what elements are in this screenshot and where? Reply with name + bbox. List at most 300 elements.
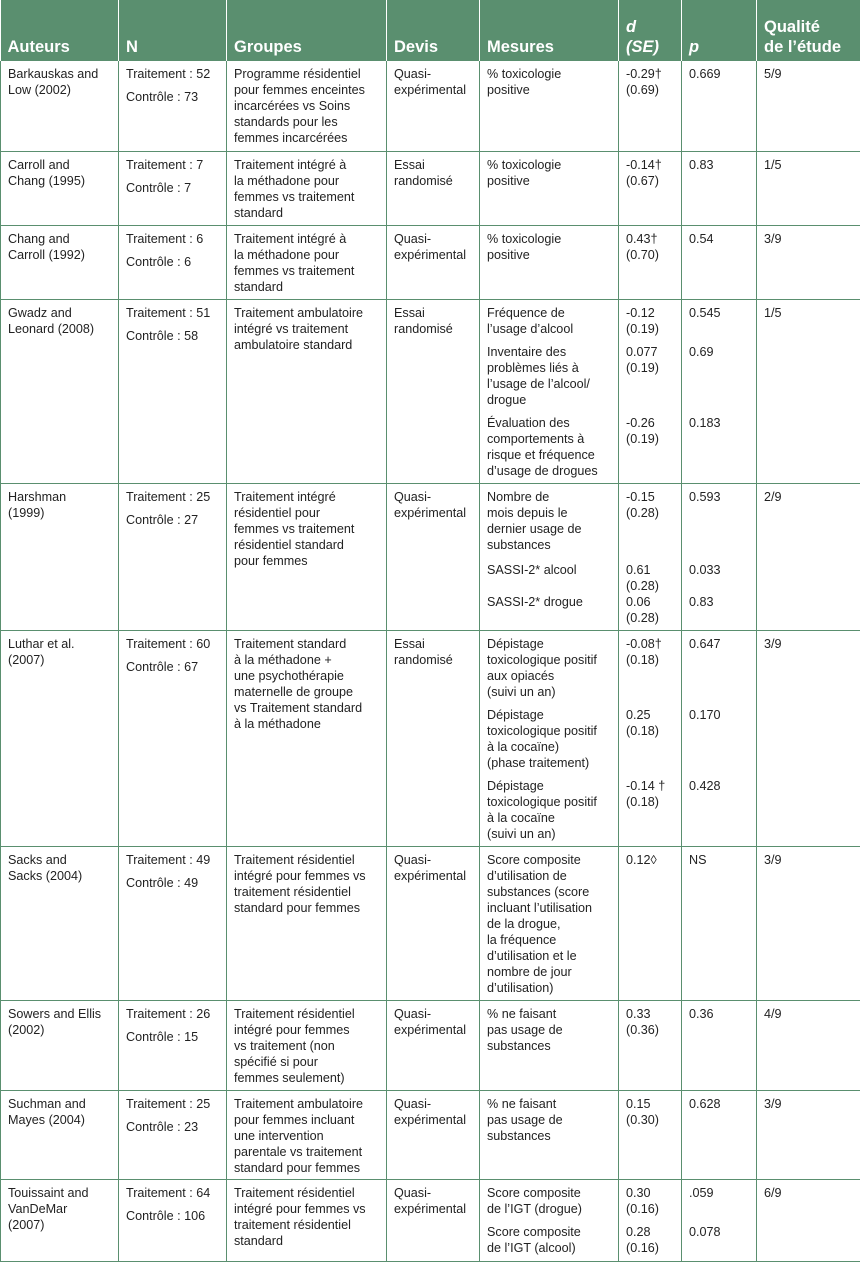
p-value-text: 0.628 — [689, 1096, 750, 1112]
cell-qualite — [757, 1090, 860, 1179]
group-line: la méthadone pour — [234, 247, 380, 263]
cell-auteurs — [1, 1000, 119, 1090]
table-row — [1, 1179, 860, 1261]
table-row — [1, 630, 860, 846]
effect-size — [626, 778, 675, 842]
effect-size-line: (0.19) — [626, 431, 675, 447]
quality-score: 3/9 — [764, 853, 782, 867]
p-value-text: NS — [689, 852, 750, 868]
sample-size-line: Traitement : 7 — [126, 157, 220, 173]
effect-size-line: 0.43† — [626, 231, 675, 247]
measure-line: % toxicologie — [487, 157, 612, 173]
cell-devis — [387, 299, 480, 483]
sample-size-line: Contrôle : 6 — [126, 254, 220, 270]
group-line: Traitement intégré à — [234, 157, 380, 173]
cell-auteurs — [1, 483, 119, 630]
group-line: standard — [234, 279, 380, 295]
group-line: Traitement résidentiel — [234, 1185, 380, 1201]
sample-size-line: Traitement : 6 — [126, 231, 220, 247]
p-value-text: 0.36 — [689, 1006, 750, 1022]
cell-d-se — [619, 483, 682, 630]
measure — [487, 636, 612, 700]
effect-size-line: (0.67) — [626, 173, 675, 189]
author-line: Barkauskas and — [8, 66, 112, 82]
effect-size — [626, 594, 675, 626]
author-line: Sacks (2004) — [8, 868, 112, 884]
cell-qualite — [757, 1179, 860, 1261]
cell-p — [682, 151, 757, 225]
design-line: Essai — [394, 305, 473, 321]
measure-line: SASSI-2* drogue — [487, 594, 612, 610]
cell-groupes — [227, 1000, 387, 1090]
cell-qualite — [757, 630, 860, 846]
measure-line: incluant l’utilisation — [487, 900, 612, 916]
effect-size — [626, 707, 675, 771]
measure — [487, 1006, 612, 1054]
p-value-text: .059 — [689, 1185, 750, 1201]
cell-p — [682, 846, 757, 1000]
group-line: standard — [234, 1233, 380, 1249]
cell-qualite — [757, 299, 860, 483]
measure-line: d’utilisation et le — [487, 948, 612, 964]
effect-size-line: 0.61 — [626, 562, 675, 578]
group-line: à la méthadone + — [234, 652, 380, 668]
cell-groupes — [227, 225, 387, 299]
group-line: pour femmes enceintes — [234, 82, 380, 98]
effect-size — [626, 1096, 675, 1144]
measure — [487, 66, 612, 98]
cell-n — [119, 1179, 227, 1261]
table-body — [1, 61, 860, 1261]
measure-line: % ne faisant — [487, 1006, 612, 1022]
p-value-text: 0.183 — [689, 415, 750, 431]
group-line: pour femmes — [234, 553, 380, 569]
measure — [487, 489, 612, 553]
measure-line: substances — [487, 1128, 612, 1144]
measure-line: drogue — [487, 392, 612, 408]
cell-d-se — [619, 1179, 682, 1261]
cell-auteurs — [1, 846, 119, 1000]
design-line: Quasi- — [394, 489, 473, 505]
p-value — [689, 344, 750, 408]
author-line: (1999) — [8, 505, 112, 521]
measure-line: d’usage de drogues — [487, 463, 612, 479]
author-line: Harshman — [8, 489, 112, 505]
sample-size-line: Traitement : 64 — [126, 1185, 220, 1201]
sample-size-line: Traitement : 25 — [126, 489, 220, 505]
measure-line: Score composite — [487, 852, 612, 868]
effect-size-line: -0.29† — [626, 66, 675, 82]
cell-auteurs — [1, 225, 119, 299]
p-value-text: 0.170 — [689, 707, 750, 723]
author-line: Low (2002) — [8, 82, 112, 98]
effect-size-line: 0.28 — [626, 1224, 675, 1240]
measure — [487, 1096, 612, 1144]
effect-size-line: -0.12 — [626, 305, 675, 321]
effect-size — [626, 636, 675, 700]
cell-n — [119, 846, 227, 1000]
cell-n — [119, 151, 227, 225]
cell-devis — [387, 151, 480, 225]
measure-line: Inventaire des — [487, 344, 612, 360]
measure-line: risque et fréquence — [487, 447, 612, 463]
group-line: Programme résidentiel — [234, 66, 380, 82]
measure-line: positive — [487, 82, 612, 98]
effect-size-line: (0.69) — [626, 82, 675, 98]
measure-line: de l’IGT (drogue) — [487, 1201, 612, 1217]
p-value-text: 0.078 — [689, 1224, 750, 1240]
author-line: (2007) — [8, 1217, 112, 1233]
group-line: spécifié si pour — [234, 1054, 380, 1070]
cell-devis — [387, 1179, 480, 1261]
measure-line: de l’IGT (alcool) — [487, 1240, 612, 1256]
group-line: femmes seulement) — [234, 1070, 380, 1086]
p-value — [689, 66, 750, 98]
cell-devis — [387, 630, 480, 846]
design-line: randomisé — [394, 652, 473, 668]
p-value — [689, 1185, 750, 1217]
cell-mesures — [480, 1000, 619, 1090]
author-line: Carroll (1992) — [8, 247, 112, 263]
sample-size-line: Traitement : 49 — [126, 852, 220, 868]
cell-mesures — [480, 1179, 619, 1261]
effect-size-line: (0.18) — [626, 794, 675, 810]
sample-size-line: Contrôle : 73 — [126, 89, 220, 105]
p-value-text: 0.593 — [689, 489, 750, 505]
effect-size-line: -0.08† — [626, 636, 675, 652]
measure-line: à la cocaïne) — [487, 739, 612, 755]
p-value-text: 0.428 — [689, 778, 750, 794]
p-value — [689, 489, 750, 553]
sample-size-line: Contrôle : 49 — [126, 875, 220, 891]
p-value — [689, 562, 750, 594]
group-line: traitement résidentiel — [234, 1217, 380, 1233]
sample-size-line: Contrôle : 23 — [126, 1119, 220, 1135]
design-line: randomisé — [394, 321, 473, 337]
author-line: Suchman and — [8, 1096, 112, 1112]
measure — [487, 594, 612, 626]
p-value-text: 0.83 — [689, 594, 750, 610]
sample-size-line: Contrôle : 27 — [126, 512, 220, 528]
measure-line: substances — [487, 537, 612, 553]
cell-groupes — [227, 151, 387, 225]
sample-size-line: Traitement : 25 — [126, 1096, 220, 1112]
cell-auteurs — [1, 299, 119, 483]
cell-auteurs — [1, 151, 119, 225]
measure-line: mois depuis le — [487, 505, 612, 521]
design-line: Quasi- — [394, 1006, 473, 1022]
effect-size-line: -0.26 — [626, 415, 675, 431]
group-line: intégré pour femmes vs — [234, 1201, 380, 1217]
table-row — [1, 151, 860, 225]
quality-score: 5/9 — [764, 67, 782, 81]
header-n: N — [119, 0, 227, 61]
quality-score: 3/9 — [764, 1097, 782, 1111]
measure-line: (phase traitement) — [487, 755, 612, 771]
measure-line: % ne faisant — [487, 1096, 612, 1112]
measure-line: SASSI-2* alcool — [487, 562, 612, 578]
p-value — [689, 594, 750, 626]
author-line: Mayes (2004) — [8, 1112, 112, 1128]
sample-size-line: Contrôle : 7 — [126, 180, 220, 196]
group-line: intégré pour femmes vs — [234, 868, 380, 884]
measure-line: pas usage de — [487, 1022, 612, 1038]
measure — [487, 562, 612, 594]
group-line: Traitement ambulatoire — [234, 1096, 380, 1112]
measure-line: pas usage de — [487, 1112, 612, 1128]
quality-score: 3/9 — [764, 232, 782, 246]
cell-mesures — [480, 299, 619, 483]
measure-line: substances — [487, 1038, 612, 1054]
header-auteurs: Auteurs — [1, 0, 119, 61]
design-line: Essai — [394, 157, 473, 173]
measure — [487, 157, 612, 189]
p-value-text: 0.83 — [689, 157, 750, 173]
group-line: résidentiel standard — [234, 537, 380, 553]
p-value-text: 0.54 — [689, 231, 750, 247]
measure-line: toxicologique positif — [487, 794, 612, 810]
measure-line: nombre de jour — [487, 964, 612, 980]
measure-line: % toxicologie — [487, 231, 612, 247]
cell-mesures — [480, 630, 619, 846]
group-line: la méthadone pour — [234, 173, 380, 189]
sample-size-line: Contrôle : 67 — [126, 659, 220, 675]
measure-line: dernier usage de — [487, 521, 612, 537]
measure-line: positive — [487, 173, 612, 189]
effect-size-line: 0.25 — [626, 707, 675, 723]
cell-d-se — [619, 1090, 682, 1179]
cell-mesures — [480, 483, 619, 630]
group-line: Traitement résidentiel — [234, 852, 380, 868]
cell-d-se — [619, 630, 682, 846]
cell-devis — [387, 225, 480, 299]
effect-size-line: 0.06 — [626, 594, 675, 610]
author-line: (2002) — [8, 1022, 112, 1038]
quality-score: 1/5 — [764, 306, 782, 320]
cell-groupes — [227, 1090, 387, 1179]
effect-size-line: -0.14† — [626, 157, 675, 173]
cell-auteurs — [1, 1090, 119, 1179]
cell-devis — [387, 1000, 480, 1090]
design-line: Essai — [394, 636, 473, 652]
effect-size-line: (0.28) — [626, 578, 675, 594]
group-line: à la méthadone — [234, 716, 380, 732]
effect-size-line: (0.70) — [626, 247, 675, 263]
measure — [487, 415, 612, 479]
sample-size-line: Contrôle : 58 — [126, 328, 220, 344]
measure-line: la fréquence — [487, 932, 612, 948]
effect-size — [626, 66, 675, 98]
cell-n — [119, 225, 227, 299]
author-line: Carroll and — [8, 157, 112, 173]
effect-size-line: 0.30 — [626, 1185, 675, 1201]
author-line: Touissaint and — [8, 1185, 112, 1201]
effect-size-line: (0.19) — [626, 321, 675, 337]
effect-size-line: (0.16) — [626, 1201, 675, 1217]
p-value — [689, 707, 750, 771]
measure — [487, 778, 612, 842]
measure-line: Évaluation des — [487, 415, 612, 431]
group-line: standard pour femmes — [234, 900, 380, 916]
measure-line: Score composite — [487, 1224, 612, 1240]
group-line: Traitement standard — [234, 636, 380, 652]
cell-mesures — [480, 846, 619, 1000]
table-row — [1, 61, 860, 151]
p-value — [689, 1224, 750, 1256]
table-row — [1, 1090, 860, 1179]
p-value — [689, 778, 750, 842]
measure-line: toxicologique positif — [487, 652, 612, 668]
p-value — [689, 157, 750, 189]
group-line: vs traitement (non — [234, 1038, 380, 1054]
cell-d-se — [619, 151, 682, 225]
measure-line: (suivi un an) — [487, 684, 612, 700]
effect-size-line: (0.18) — [626, 652, 675, 668]
measure-line: substances (score — [487, 884, 612, 900]
quality-score: 3/9 — [764, 637, 782, 651]
quality-score: 6/9 — [764, 1186, 782, 1200]
cell-groupes — [227, 299, 387, 483]
effect-size-line: (0.16) — [626, 1240, 675, 1256]
effect-size — [626, 1224, 675, 1256]
sample-size-line: Contrôle : 15 — [126, 1029, 220, 1045]
group-line: parentale vs traitement — [234, 1144, 380, 1160]
cell-d-se — [619, 846, 682, 1000]
p-value-text: 0.033 — [689, 562, 750, 578]
author-line: VanDeMar — [8, 1201, 112, 1217]
effect-size — [626, 1185, 675, 1217]
table-row — [1, 225, 860, 299]
cell-devis — [387, 1090, 480, 1179]
cell-mesures — [480, 225, 619, 299]
measure-line: (suivi un an) — [487, 826, 612, 842]
p-value — [689, 1096, 750, 1144]
header-mesures: Mesures — [480, 0, 619, 61]
author-line: Sacks and — [8, 852, 112, 868]
author-line: Gwadz and — [8, 305, 112, 321]
p-value — [689, 852, 750, 996]
cell-qualite — [757, 61, 860, 151]
measure-line: % toxicologie — [487, 66, 612, 82]
measure — [487, 231, 612, 263]
p-value — [689, 636, 750, 700]
design-line: Quasi- — [394, 66, 473, 82]
table-header — [1, 0, 860, 61]
cell-p — [682, 61, 757, 151]
effect-size-line: -0.14 † — [626, 778, 675, 794]
measure-line: Dépistage — [487, 636, 612, 652]
measure-line: de la drogue, — [487, 916, 612, 932]
effect-size-line: 0.12◊ — [626, 852, 675, 868]
cell-p — [682, 299, 757, 483]
design-line: expérimental — [394, 1022, 473, 1038]
cell-n — [119, 483, 227, 630]
measure-line: Nombre de — [487, 489, 612, 505]
design-line: expérimental — [394, 505, 473, 521]
cell-mesures — [480, 151, 619, 225]
measure — [487, 1185, 612, 1217]
measure — [487, 852, 612, 996]
group-line: femmes vs traitement — [234, 521, 380, 537]
measure-line: Dépistage — [487, 778, 612, 794]
measure — [487, 344, 612, 408]
p-value — [689, 1006, 750, 1054]
cell-d-se — [619, 1000, 682, 1090]
measure-line: Score composite — [487, 1185, 612, 1201]
effect-size-line: (0.28) — [626, 610, 675, 626]
design-line: expérimental — [394, 82, 473, 98]
measure-line: l’usage d’alcool — [487, 321, 612, 337]
table-row — [1, 483, 860, 630]
header-p: p — [682, 0, 757, 61]
effect-size — [626, 157, 675, 189]
effect-size — [626, 415, 675, 479]
cell-devis — [387, 61, 480, 151]
author-line: Luthar et al. — [8, 636, 112, 652]
group-line: Traitement intégré — [234, 489, 380, 505]
cell-p — [682, 483, 757, 630]
design-line: Quasi- — [394, 1185, 473, 1201]
group-line: résidentiel pour — [234, 505, 380, 521]
design-line: randomisé — [394, 173, 473, 189]
effect-size-line: (0.30) — [626, 1112, 675, 1128]
sample-size-line: Contrôle : 106 — [126, 1208, 220, 1224]
cell-qualite — [757, 151, 860, 225]
effect-size — [626, 562, 675, 594]
cell-qualite — [757, 846, 860, 1000]
measure-line: comportements à — [487, 431, 612, 447]
group-line: une intervention — [234, 1128, 380, 1144]
cell-p — [682, 1090, 757, 1179]
p-value-text: 0.647 — [689, 636, 750, 652]
p-value — [689, 231, 750, 263]
quality-score: 1/5 — [764, 158, 782, 172]
cell-groupes — [227, 61, 387, 151]
design-line: Quasi- — [394, 231, 473, 247]
cell-d-se — [619, 299, 682, 483]
header-d: d — [626, 18, 675, 38]
design-line: expérimental — [394, 868, 473, 884]
cell-d-se — [619, 225, 682, 299]
p-value-text: 0.669 — [689, 66, 750, 82]
group-line: Traitement intégré à — [234, 231, 380, 247]
cell-devis — [387, 483, 480, 630]
cell-p — [682, 225, 757, 299]
measure-line: d’utilisation de — [487, 868, 612, 884]
author-line: Sowers and Ellis — [8, 1006, 112, 1022]
cell-groupes — [227, 1179, 387, 1261]
sample-size-line: Traitement : 51 — [126, 305, 220, 321]
author-line: Leonard (2008) — [8, 321, 112, 337]
author-line: Chang (1995) — [8, 173, 112, 189]
group-line: femmes vs traitement — [234, 189, 380, 205]
header-d-se — [619, 0, 682, 61]
effect-size-line: -0.15 — [626, 489, 675, 505]
group-line: pour femmes incluant — [234, 1112, 380, 1128]
effect-size-line: (0.18) — [626, 723, 675, 739]
cell-auteurs — [1, 630, 119, 846]
cell-mesures — [480, 61, 619, 151]
cell-mesures — [480, 1090, 619, 1179]
cell-devis — [387, 846, 480, 1000]
effect-size-line: 0.077 — [626, 344, 675, 360]
effect-size-line: (0.28) — [626, 505, 675, 521]
quality-score: 4/9 — [764, 1007, 782, 1021]
group-line: Traitement résidentiel — [234, 1006, 380, 1022]
measure — [487, 305, 612, 337]
measure-line: toxicologique positif — [487, 723, 612, 739]
measure-line: l’usage de l’alcool/ — [487, 376, 612, 392]
